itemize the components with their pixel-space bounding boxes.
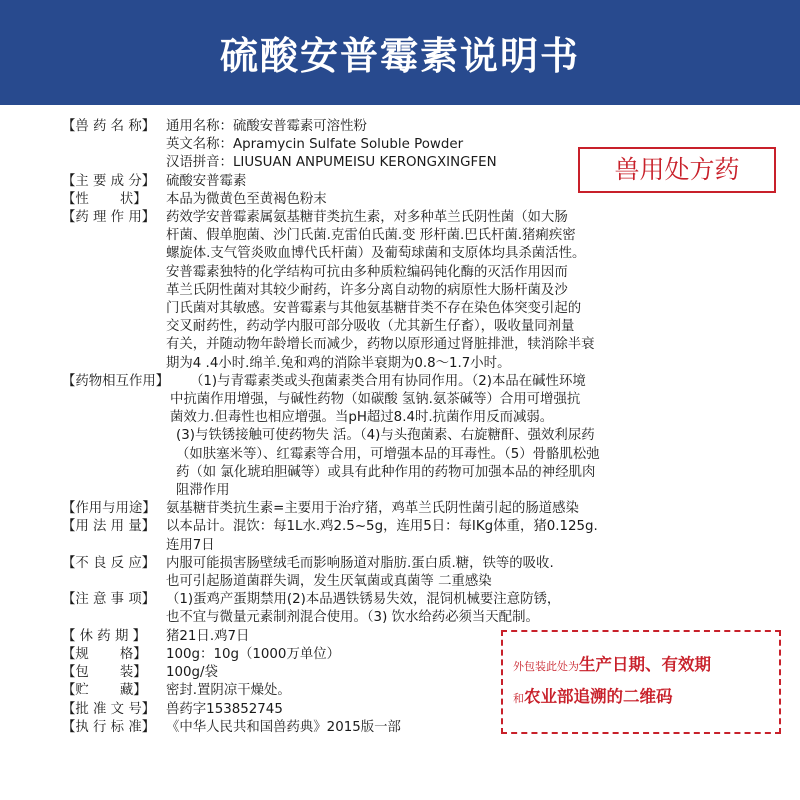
label-drug-name: 【兽 药 名 称】: [62, 119, 156, 134]
notice-bold-text: 生产日期、有效期: [579, 655, 711, 674]
pharmacology-line: 安普霉素独特的化学结构可抗由多种质粒编码钝化酶的灭活作用因而: [166, 264, 568, 280]
pharmacology-line: 交叉耐药性，药动学内服可部分吸收（尤其新生仔畜），吸收量同剂量: [166, 319, 575, 335]
row-pharmacology: [62, 209, 702, 373]
row-caution: [62, 591, 702, 627]
label-usage: 【作用与用途】: [62, 501, 156, 517]
dosage-line: 连用7日: [166, 537, 215, 553]
caution-line: （1)蛋鸡产蛋期禁用(2)本品遇铁锈易失效，混饲机械要注意防锈，: [166, 592, 561, 608]
value-spec: 100g：10g（1000万单位）: [166, 646, 341, 662]
value-storage: 密封.置阴凉干燥处。: [166, 683, 291, 699]
label-withdrawal: 【 休 药 期 】: [62, 628, 146, 644]
caution-line: 也不宜与微量元素制剂混合使用。（3) 饮水给药必须当天配制。: [166, 610, 539, 626]
row-dosage: [62, 518, 702, 554]
pharmacology-line: 药效学安普霉素属氨基糖苷类抗生素，对多种革兰氏阴性菌（如大肠: [166, 210, 568, 226]
row-interaction: [62, 373, 702, 500]
notice-small-text: 外包装此处为: [513, 660, 579, 673]
label-approval: 【批 准 文 号】: [62, 701, 156, 717]
interaction-line: 中抗菌作用增强，与碱性药物（如碳酸 氢钠.氨茶碱等）合用可增强抗: [170, 392, 581, 408]
value-usage: 氨基糖苷类抗生素=主要用于治疗猪，鸡革兰氏阴性菌引起的肠道感染: [166, 501, 579, 517]
label-property: 【性 状】: [62, 191, 147, 207]
label-caution: 【注 意 事 项】: [62, 592, 156, 608]
value-standard: 《中华人民共和国兽药典》2015版一部: [166, 719, 401, 735]
adverse-line: 也可引起肠道菌群失调，发生厌氧菌或真菌等 二重感染: [166, 574, 492, 590]
title-banner: [0, 0, 800, 105]
row-ingredient: [62, 173, 702, 191]
dosage-line: 以本品计。混饮：每1L水.鸡2.5~5g，连用5日：每IKg体重，猪0.125g.: [166, 519, 598, 535]
packaging-notice-box: [501, 630, 781, 734]
generic-name: 通用名称：硫酸安普霉素可溶性粉: [166, 119, 367, 134]
label-pharmacology: 【药 理 作 用】: [62, 210, 156, 226]
value-ingredient: 硫酸安普霉素: [166, 173, 247, 189]
label-adverse: 【不 良 反 应】: [62, 555, 156, 571]
label-spec: 【规 格】: [62, 646, 147, 662]
prescription-stamp: 兽用处方药: [578, 147, 776, 193]
value-approval: 兽药字153852745: [166, 701, 283, 717]
pharmacology-line: 期为4 .4小时.绵羊.兔和鸡的消除半衰期为0.8～1.7小时。: [166, 355, 511, 371]
label-package: 【包 装】: [62, 665, 147, 681]
pharmacology-line: 杆菌、假单胞菌、沙门氏菌.克雷伯氏菌.变 形杆菌.巴氏杆菌.猪痢疾密: [166, 228, 576, 244]
label-ingredient: 【主 要 成 分】: [62, 173, 156, 189]
interaction-line: (3)与铁锈接触可使药物失 活。（4)与头孢菌素、右旋糖酐、强效利尿药: [176, 428, 595, 444]
interaction-line: 菌效力.但毒性也相应增强。当pH超过8.4时.抗菌作用反而减弱。: [170, 410, 554, 426]
row-drug-name: [62, 118, 702, 173]
pharmacology-line: 门氏菌对其敏感。安普霉素与其他氨基糖苷类不存在染色体突变引起的: [166, 301, 582, 317]
notice-bold-text: 农业部追溯的二维码: [524, 687, 673, 706]
pinyin-name: 汉语拼音：LIUSUAN ANPUMEISU KERONGXINGFEN: [166, 155, 497, 171]
pharmacology-line: 有关，并随动物年龄增长而减少，药物以原形通过肾脏排泄，犊消除半衰: [166, 337, 595, 353]
adverse-line: 内服可能损害肠壁绒毛而影响肠道对脂肪.蛋白质.糖，铁等的吸收.: [166, 555, 554, 571]
row-usage: [62, 500, 702, 518]
pharmacology-line: 螺旋体.支气管炎败血博代氏杆菌）及葡萄球菌和支原体均具杀菌活性。: [166, 246, 586, 262]
label-storage: 【贮 藏】: [62, 683, 147, 699]
row-adverse: [62, 555, 702, 591]
label-interaction: 【药物相互作用】: [62, 373, 170, 389]
label-standard: 【执 行 标 准】: [62, 719, 156, 735]
interaction-line: 药（如 氯化琥珀胆碱等）或具有此种作用的药物可加强本品的神经肌肉: [176, 464, 596, 480]
label-dosage: 【用 法 用 量】: [62, 519, 156, 535]
page-title: 硫酸安普霉素说明书: [219, 34, 580, 78]
interaction-line: （1)与青霉素类或头孢菌素类合用有协同作用。（2)本品在碱性环境: [190, 373, 586, 389]
row-property: [62, 191, 702, 209]
value-property: 本品为微黄色至黄褐色粉末: [166, 191, 327, 207]
notice-small-text: 和: [513, 692, 524, 705]
interaction-line: 阻滞作用: [176, 483, 230, 499]
english-name: 英文名称：Apramycin Sulfate Soluble Powder: [166, 137, 464, 153]
interaction-line: （如肤塞米等）、红霉素等合用，可增强本品的耳毒性。（5）骨骼肌松弛: [176, 446, 600, 462]
pharmacology-line: 革兰氏阴性菌对其较少耐药，许多分离自动物的病原性大肠杆菌及沙: [166, 282, 568, 298]
value-withdrawal: 猪21日.鸡7日: [166, 628, 250, 644]
value-package: 100g/袋: [166, 665, 218, 681]
